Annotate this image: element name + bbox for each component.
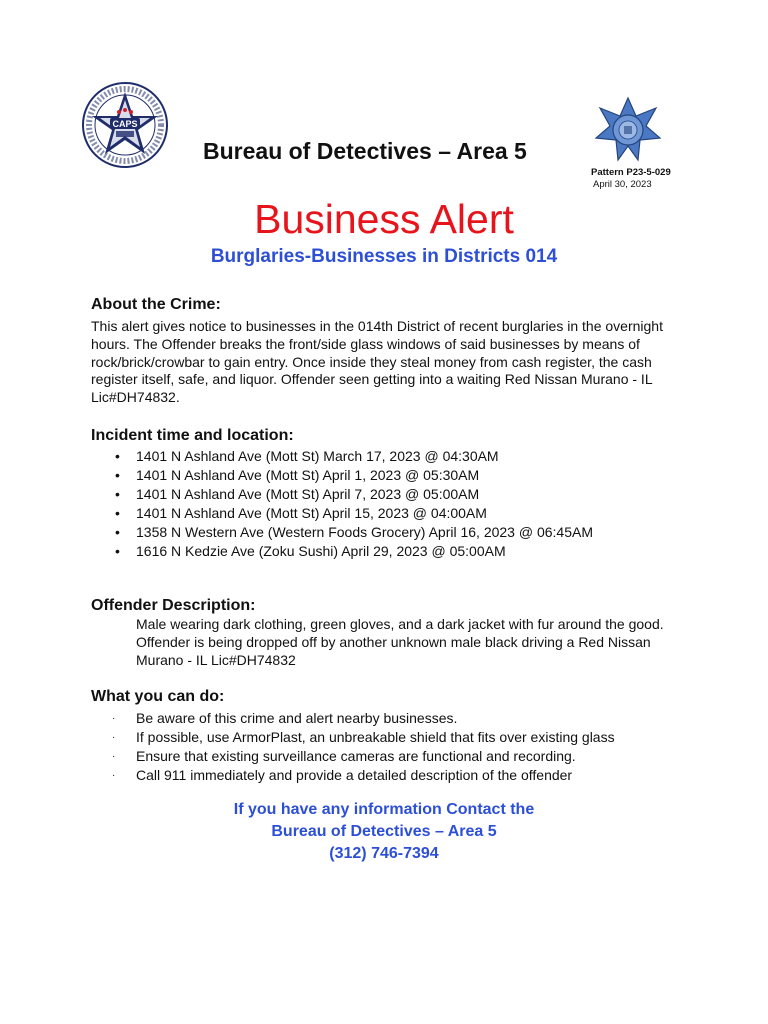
bullet-icon: • xyxy=(115,486,120,502)
incident-text: 1401 N Ashland Ave (Mott St) March 17, 2023 @ 04:30AM xyxy=(136,448,499,464)
list-item xyxy=(110,709,615,728)
bullet-icon: · xyxy=(112,713,116,724)
list-item xyxy=(110,728,615,747)
incident-text: 1401 N Ashland Ave (Mott St) April 1, 2023 @ 05:30AM xyxy=(136,467,480,483)
about-heading: About the Crime: xyxy=(91,296,221,313)
bullet-icon: · xyxy=(112,770,116,781)
alert-date: April 30, 2023 xyxy=(593,179,652,190)
bullet-icon: • xyxy=(115,524,120,540)
bullet-icon: • xyxy=(115,467,120,483)
action-list xyxy=(110,709,615,785)
pattern-number: Pattern P23-5-029 xyxy=(591,167,671,178)
about-text: This alert gives notice to businesses in the 014th District of recent burglaries in the overnight hours. The Offender breaks the front/side glass windows of said businesses by means of rock/brick/crowbar to gain entry. Once inside they steal money from cash register, the cash register itself, safe, and liquor. Offender seen getting into a waiting Red Nissan Murano - IL Lic#DH74832. xyxy=(91,318,663,406)
incident-text: 1358 N Western Ave (Western Foods Grocery) April 16, 2023 @ 06:45AM xyxy=(136,524,593,540)
contact-phone: (312) 746-7394 xyxy=(329,845,439,862)
contact-line-1: If you have any information Contact the xyxy=(233,801,535,818)
org-title: Bureau of Detectives – Area 5 xyxy=(203,138,527,164)
list-item xyxy=(91,504,593,523)
contact-line-2: Bureau of Detectives – Area 5 xyxy=(271,823,497,840)
incident-list xyxy=(91,447,593,561)
bullet-icon: · xyxy=(112,732,116,743)
list-item xyxy=(91,466,593,485)
police-star-badge xyxy=(594,96,662,162)
incidents-heading: Incident time and location: xyxy=(91,427,294,444)
incident-text: 1616 N Kedzie Ave (Zoku Sushi) April 29, 2023 @ 05:00AM xyxy=(136,543,506,559)
list-item xyxy=(110,747,615,766)
bullet-icon: · xyxy=(112,751,116,762)
list-item xyxy=(91,523,593,542)
alert-title: Business Alert xyxy=(254,196,514,242)
actions-heading: What you can do: xyxy=(91,688,225,705)
alert-subtitle: Burglaries-Businesses in Districts 014 xyxy=(210,246,558,267)
action-text: Ensure that existing surveillance cameras are functional and recording. xyxy=(136,748,576,764)
action-text: Call 911 immediately and provide a detailed description of the offender xyxy=(136,767,573,783)
offender-heading: Offender Description: xyxy=(91,597,256,614)
bullet-icon: • xyxy=(115,505,120,521)
bullet-icon: • xyxy=(115,543,120,559)
action-text: If possible, use ArmorPlast, an unbreakable shield that fits over existing glass xyxy=(136,729,615,745)
caps-logo xyxy=(80,80,170,180)
bullet-icon: • xyxy=(115,448,120,464)
offender-text: Male wearing dark clothing, green gloves, and a dark jacket with fur around the good. Offender is being dropped off by another unknown male black driving a Red Nissan Murano - IL Lic#DH74832 xyxy=(136,616,664,668)
incident-text: 1401 N Ashland Ave (Mott St) April 7, 2023 @ 05:00AM xyxy=(136,486,480,502)
caps-logo-text: CAPS xyxy=(112,119,138,129)
action-text: Be aware of this crime and alert nearby businesses. xyxy=(136,710,458,726)
list-item xyxy=(91,485,593,504)
incident-text: 1401 N Ashland Ave (Mott St) April 15, 2023 @ 04:00AM xyxy=(136,505,487,521)
list-item xyxy=(91,447,593,466)
list-item xyxy=(110,766,615,785)
list-item xyxy=(91,542,593,561)
